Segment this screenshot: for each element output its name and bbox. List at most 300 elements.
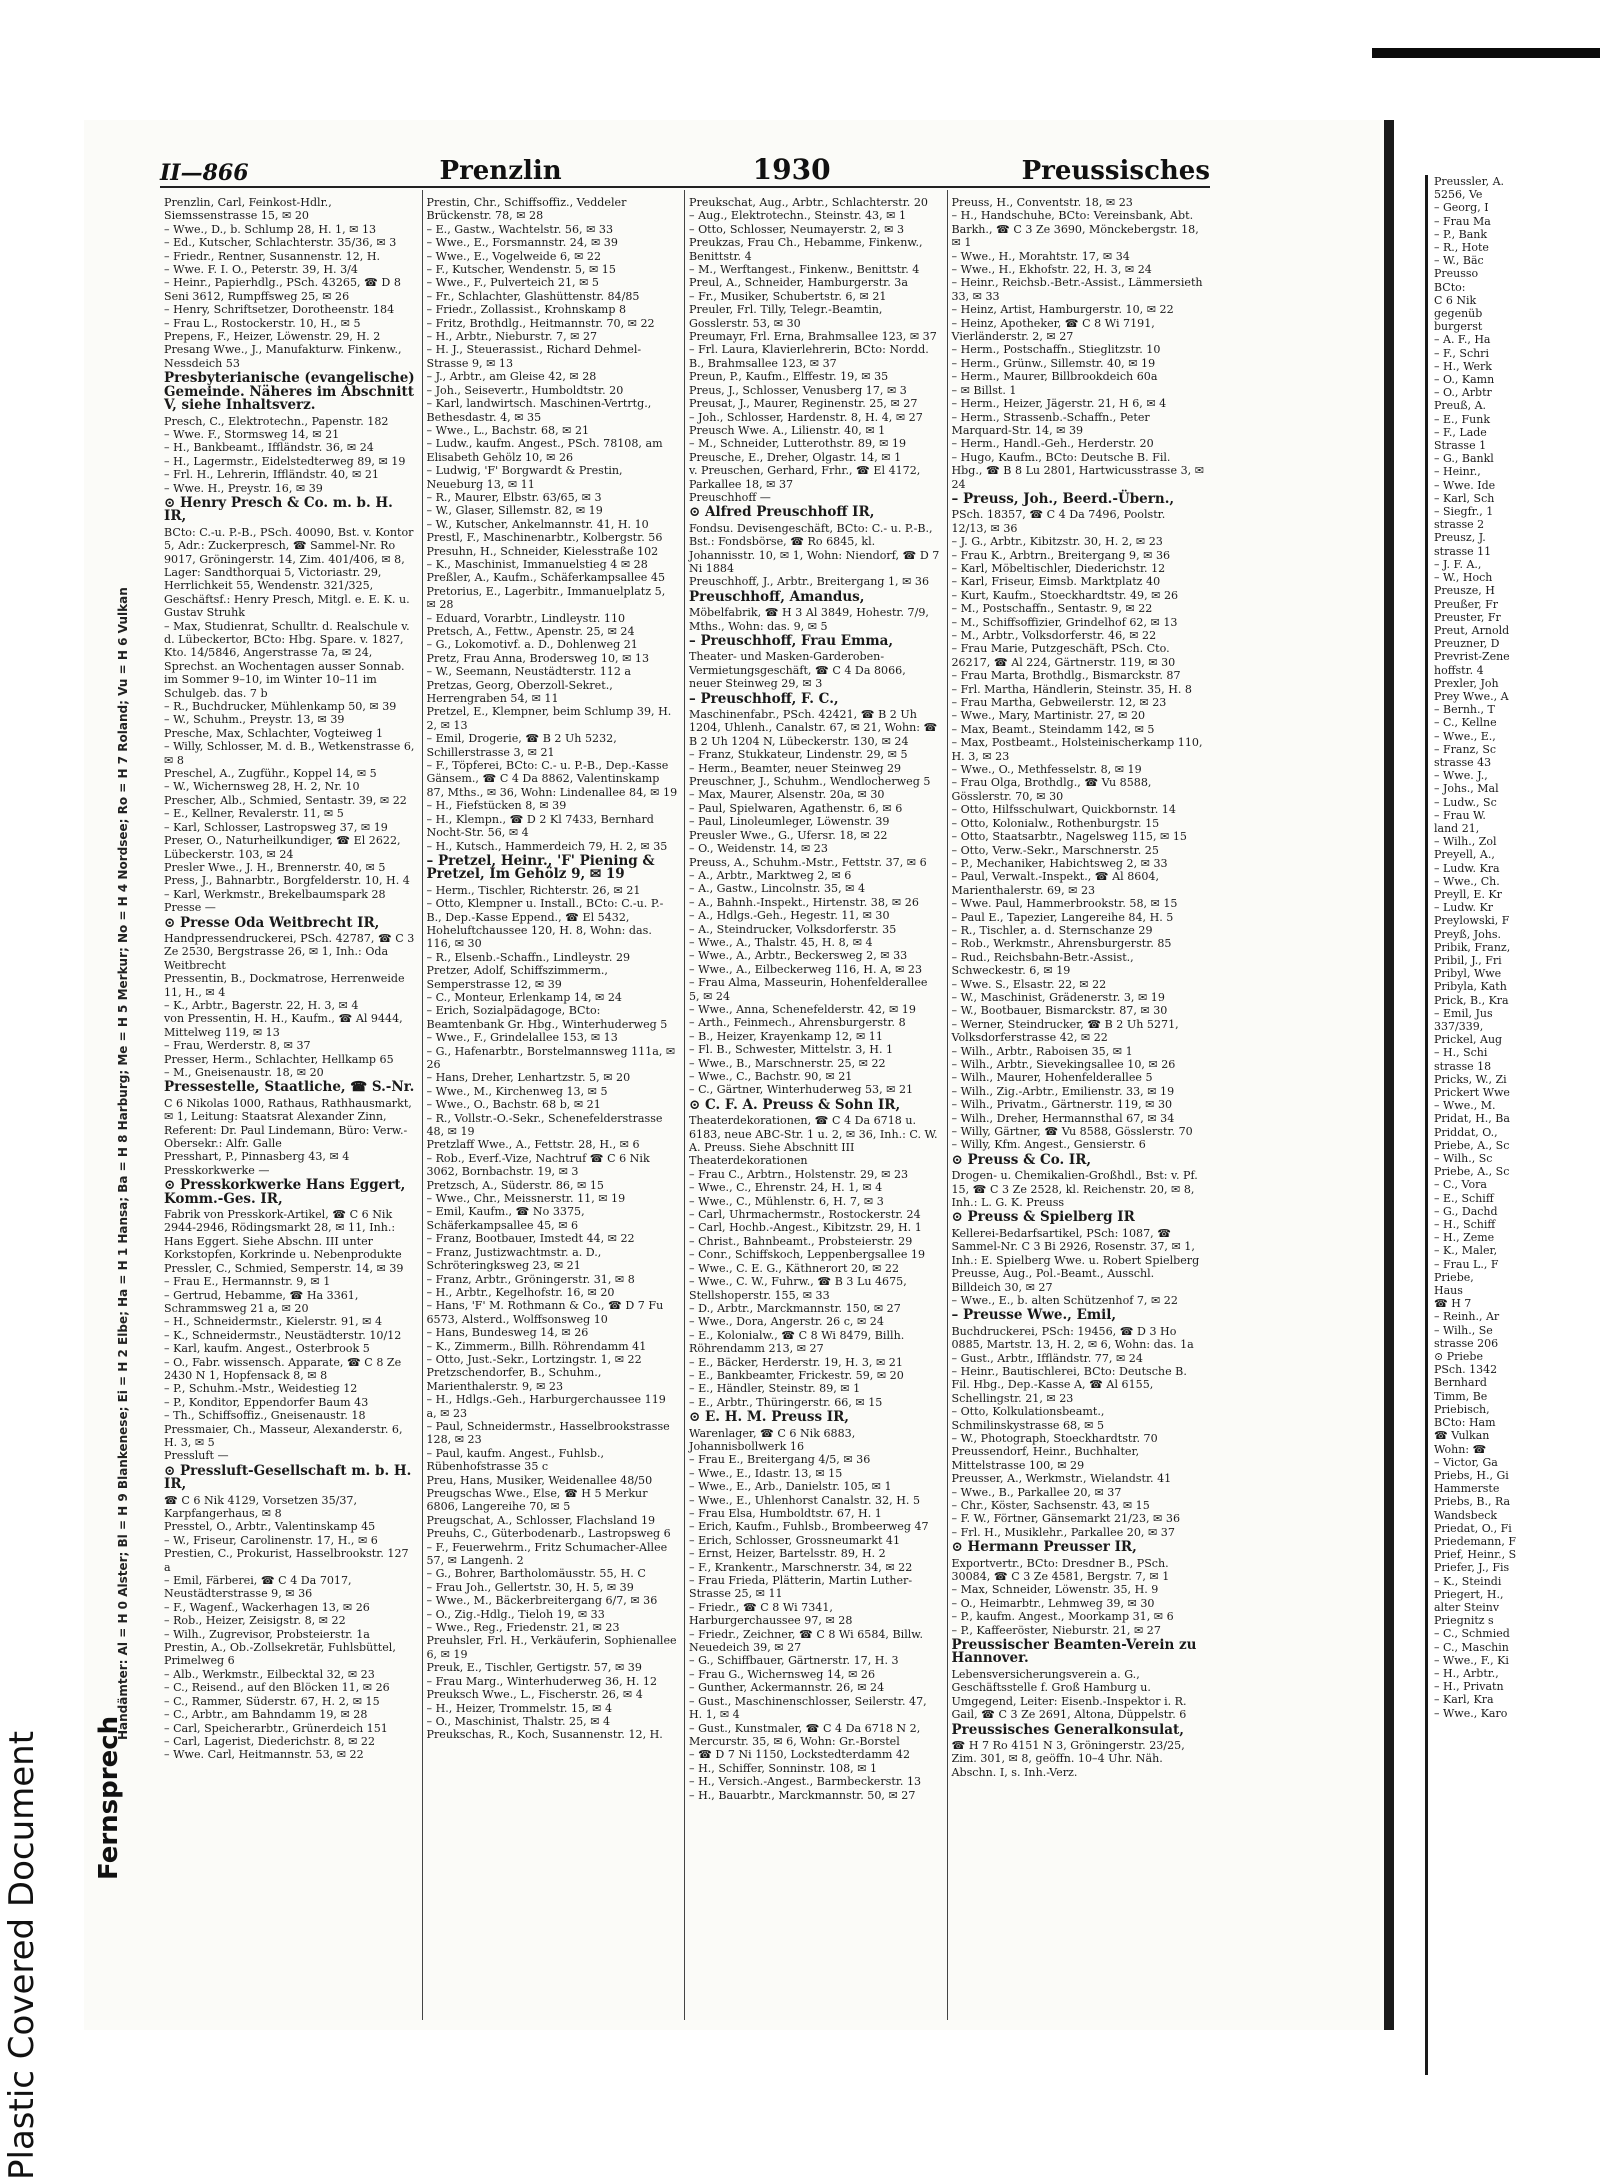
- directory-entry: ☎ C 6 Nik 4129, Vorsetzen 35/37, Karpfangerhaus, ✉ 8: [164, 1493, 358, 1520]
- adjacent-page-line: – W., Hoch: [1434, 571, 1493, 585]
- directory-entry: – Alb., Werkmstr., Eilbecktal 32, ✉ 23: [164, 1667, 375, 1681]
- adjacent-page-line: 5256, Ve: [1434, 188, 1483, 202]
- directory-entry: – H., Handschuhe, BCto: Vereinsbank, Abt. Barkh., ☎ C 3 Ze 3690, Mönckebergstr. 18, ✉ 1: [951, 209, 1199, 250]
- adjacent-page-line: Preyell, A.,: [1434, 848, 1495, 862]
- directory-entry: – M., Schneider, Lutterothstr. 89, ✉ 19: [689, 437, 907, 451]
- directory-entry: – Karl, landwirtsch. Maschinen-Vertrtg., Bethesdastr. 4, ✉ 35: [426, 397, 652, 424]
- directory-entry: – Herm., Grünw., Sillemstr. 40, ✉ 19: [951, 356, 1156, 370]
- directory-entry: – J. G., Arbtr., Kibitzstr. 30, H. 2, ✉ 23: [951, 535, 1163, 549]
- column-3: [685, 190, 948, 2020]
- directory-entry: – Friedr., ☎ C 8 Wi 7341, Harburgerchaussee 97, ✉ 28: [689, 1600, 853, 1628]
- adjacent-page-line: land 21,: [1434, 821, 1480, 835]
- directory-entry: – C., Monteur, Erlenkamp 14, ✉ 24: [426, 990, 622, 1004]
- directory-entry: – O., Maschinist, Thalstr. 25, ✉ 4: [426, 1714, 611, 1728]
- directory-entry: – M., Werftangest., Finkenw., Benittstr. 4: [689, 263, 920, 277]
- directory-entry: – Henry, Schriftsetzer, Dorotheenstr. 184: [164, 303, 395, 317]
- directory-entry: – P., Kaffeeröster, Nieburstr. 21, ✉ 27: [951, 1623, 1161, 1637]
- directory-entry: Preugschat, A., Schlosser, Flachsland 19: [426, 1513, 656, 1527]
- directory-entry: – Wwe., M., Kirchenweg 13, ✉ 5: [426, 1084, 608, 1098]
- directory-entry: Prenzlin, Carl, Feinkost-Hdlr., Siemssenstrasse 15, ✉ 20: [164, 196, 332, 223]
- adjacent-page-line: PSch. 1342: [1434, 1363, 1498, 1377]
- directory-entry: – Paul, kaufm. Angest., Fuhlsb., Rübenhofstrasse 35 c: [426, 1446, 604, 1474]
- directory-entry: – Wwe., C. W., Fuhrw., ☎ B 3 Lu 4675, Stellshoperstr. 155, ✉ 33: [689, 1275, 907, 1302]
- adjacent-page-line: Priedat, O., Fi: [1434, 1521, 1512, 1535]
- directory-entry: – C., Arbtr., am Bahndamm 19, ✉ 28: [164, 1708, 368, 1722]
- adjacent-page-line: – Frau Ma: [1434, 214, 1491, 228]
- adjacent-page-line: gegenüb: [1434, 307, 1483, 321]
- adjacent-page-line: Prexler, Joh: [1434, 676, 1499, 690]
- directory-entry: – Fl. B., Schwester, Mittelstr. 3, H. 1: [689, 1043, 894, 1057]
- directory-entry: – Rob., Werkmstr., Ahrensburgerstr. 85: [951, 937, 1172, 951]
- directory-entry: – Herm., Tischler, Richterstr. 26, ✉ 21: [426, 883, 641, 897]
- directory-entry: – Pretzel, Heinr., 'F' Piening & Pretzel, Im Gehölz 9, ✉ 19: [426, 852, 655, 883]
- directory-entry: – Frau Joh., Gellertstr. 30, H. 5, ✉ 39: [426, 1580, 634, 1594]
- directory-entry: – F., Wagenf., Wackerhagen 13, ✉ 26: [164, 1600, 370, 1614]
- adjacent-page-line: – Wwe. Ide: [1434, 478, 1496, 492]
- directory-entry: C 6 Nikolas 1000, Rathaus, Rathhausmarkt, ✉ 1, Leitung: Staatsrat Alexander Zinn, Referent: Dr. Paul Lindemann, Büro: Verw.-Obersekr.: Alfr. Galle: [164, 1096, 412, 1151]
- adjacent-page-line: – Wwe. J.,: [1434, 769, 1488, 783]
- directory-entry: – Herm., Heizer, Jägerstr. 21, H 6, ✉ 4: [951, 397, 1167, 411]
- header-year: 1930: [752, 153, 831, 186]
- directory-entry: – Gunther, Ackermannstr. 26, ✉ 24: [689, 1681, 885, 1695]
- adjacent-page-line: – G., Dachd: [1434, 1204, 1498, 1218]
- directory-entry: – O., Weidenstr. 14, ✉ 23: [689, 842, 828, 856]
- directory-entry: Presskorkwerke —: [164, 1163, 270, 1177]
- directory-entry: – Rob., Everf.-Vize, Nachtruf ☎ C 6 Nik 3062, Bornbachstr. 19, ✉ 3: [426, 1151, 650, 1179]
- adjacent-page-line: Priebisch,: [1434, 1402, 1490, 1416]
- adjacent-page-line: Preut, Arnold: [1434, 623, 1510, 637]
- adjacent-page-line: Priebs, B., Ra: [1434, 1495, 1511, 1509]
- scan-edge-bar: [1372, 48, 1600, 58]
- directory-entry: – D., Arbtr., Marckmannstr. 150, ✉ 27: [689, 1301, 901, 1315]
- directory-entry: Pretzer, Adolf, Schiffszimmerm., Semperstrasse 12, ✉ 39: [426, 964, 608, 991]
- directory-entry: – P., Mechaniker, Habichtsweg 2, ✉ 33: [951, 856, 1168, 870]
- directory-entry: – Preuschhoff, Frau Emma,: [689, 633, 894, 649]
- directory-entry: – E., Arbtr., Thüringerstr. 66, ✉ 15: [689, 1395, 883, 1409]
- directory-entry: Preuschhoff —: [689, 490, 771, 504]
- directory-entry: Pretorius, E., Lagerbitr., Immanuelplatz 5, ✉ 28: [426, 584, 666, 612]
- directory-entry: Kellerei-Bedarfsartikel, PSch: 1087, ☎ Sammel-Nr. C 3 Bi 2926, Rosenstr. 37, ✉ 1, Inh.: E. Spielberg Wwe. u. Robert Spielberg: [951, 1226, 1200, 1267]
- directory-entry: – R., Buchdrucker, Mühlenkamp 50, ✉ 39: [164, 700, 397, 714]
- directory-entry: – Preuschhoff, F. C.,: [689, 690, 839, 707]
- adjacent-page-line: – H., Privatn: [1434, 1680, 1504, 1694]
- adjacent-page-line: Priegnitz s: [1434, 1614, 1494, 1628]
- directory-entry: – Friedr., Zollassist., Krohnskamp 8: [426, 303, 627, 317]
- directory-entry: – Friedr., Zeichner, ☎ C 8 Wi 6584, Billw. Neuedeich 39, ✉ 27: [689, 1627, 923, 1655]
- directory-entry: Press, J., Bahnarbtr., Borgfelderstr. 10, H. 4: [164, 874, 410, 888]
- adjacent-page-line: strasse 2: [1434, 518, 1485, 532]
- directory-entry: Maschinenfabr., PSch. 42421, ☎ B 2 Uh 1204, Uhlenh., Canalstr. 67, ✉ 21, Wohn: ☎ B 2 Uh 1204 N, Lübeckerstr. 130, ✉ 24: [689, 708, 938, 748]
- directory-entry: Prestien, C., Prokurist, Hasselbrookstr. 127 a: [164, 1547, 409, 1574]
- directory-entry: – Frl. H., Musiklehr., Parkallee 20, ✉ 37: [951, 1525, 1175, 1539]
- directory-entry: Presang Wwe., J., Manufakturw. Finkenw., Nessdeich 53: [164, 343, 402, 370]
- header-right-word: Preussisches: [1021, 156, 1210, 186]
- directory-entry: – H., Arbtr., Kegelhofstr. 16, ✉ 20: [426, 1285, 615, 1299]
- directory-entry: – Karl, Werkmstr., Brekelbaumspark 28: [164, 887, 386, 901]
- directory-entry: – Arth., Feinmech., Ahrensburgerstr. 8: [689, 1016, 906, 1030]
- directory-entry: Pretzlaff Wwe., A., Fettstr. 28, H., ✉ 6: [426, 1138, 640, 1152]
- directory-entry: – M., Postschaffn., Sentastr. 9, ✉ 22: [951, 602, 1153, 616]
- directory-entry: Preussisches Generalkonsulat,: [951, 1721, 1184, 1738]
- directory-entry: – Ludwig, 'F' Borgwardt & Prestin, Neueburg 13, ✉ 11: [426, 464, 623, 491]
- directory-entry: – Herm., Maurer, Billbrookdeich 60a: [951, 370, 1158, 384]
- directory-entry: Prestin, Chr., Schiffsoffiz., Veddeler Brückenstr. 78, ✉ 28: [426, 196, 627, 223]
- adjacent-page-line: – Ludw. Kra: [1434, 861, 1500, 875]
- directory-entry: – Paul, Schneidermstr., Hasselbrookstrasse 128, ✉ 23: [426, 1419, 670, 1447]
- directory-entry: – Hans, Bundesweg 14, ✉ 26: [426, 1326, 589, 1340]
- page-number: II—866: [160, 160, 249, 186]
- adjacent-page-line: – Georg, I: [1434, 201, 1489, 215]
- directory-entry: – Frau E., Breitergang 4/5, ✉ 36: [689, 1453, 871, 1467]
- directory-entry: – Wwe., F., Grindelallee 153, ✉ 13: [426, 1031, 618, 1045]
- directory-entry: – Fr., Schlachter, Glashüttenstr. 84/85: [426, 289, 640, 303]
- directory-entry: – Otto, Hilfsschulwart, Quickbornstr. 14: [951, 803, 1176, 817]
- directory-entry: – Frl. H., Lehrerin, Iffländstr. 40, ✉ 21: [164, 468, 379, 482]
- directory-entry: – Ed., Kutscher, Schlachterstr. 35/36, ✉ 3: [164, 236, 397, 250]
- directory-entry: – W., Bootbauer, Bismarckstr. 87, ✉ 30: [951, 1004, 1168, 1018]
- directory-entry: – Paul, Verwalt.-Inspekt., ☎ Al 8604, Marienthalerstr. 69, ✉ 23: [951, 870, 1159, 897]
- directory-entry: – H., Fiefstücken 8, ✉ 39: [426, 799, 567, 813]
- directory-entry: – H., Lagermstr., Eidelstedterweg 89, ✉ 19: [164, 454, 406, 468]
- adjacent-page-line: – Emil, Jus: [1434, 1006, 1493, 1020]
- adjacent-page-line: – Bernh., T: [1434, 703, 1495, 717]
- directory-entry: Preuler, Frl. Tilly, Telegr.-Beamtin, Gosslerstr. 53, ✉ 30: [689, 303, 883, 330]
- adjacent-page-line: Prey Wwe., A: [1434, 689, 1509, 703]
- directory-entry: ⊙ E. H. M. Preuss IR,: [689, 1409, 850, 1426]
- directory-entry: – Frau Alma, Masseurin, Hohenfelderallee 5, ✉ 24: [689, 976, 928, 1003]
- directory-entry: – Emil, Drogerie, ☎ B 2 Uh 5232, Schillerstrasse 3, ✉ 21: [426, 732, 617, 759]
- directory-entry: Prestl, F., Maschinenarbtr., Kolbergstr. 56: [426, 531, 663, 545]
- directory-entry: – Gust., Maschinenschlosser, Seilerstr. 47, H. 1, ✉ 4: [689, 1694, 927, 1722]
- directory-entry: – Wwe., C., Bachstr. 90, ✉ 21: [689, 1070, 853, 1083]
- directory-entry: Preus, J., Schlosser, Venusberg 17, ✉ 3: [689, 383, 907, 397]
- directory-entry: – Herm., Strassenb.-Schaffn., Peter Marquard-Str. 14, ✉ 39: [951, 410, 1150, 437]
- directory-entry: – Heinz, Apotheker, ☎ C 8 Wi 7191, Vierländerstr. 2, ✉ 27: [951, 316, 1155, 344]
- directory-entry: – W., Seemann, Neustädterstr. 112 a: [426, 665, 632, 679]
- directory-entry: Presshart, P., Pinnasberg 43, ✉ 4: [164, 1150, 350, 1164]
- directory-entry: – Eduard, Vorarbtr., Lindleystr. 110: [426, 611, 626, 625]
- directory-entry: – Carl, Lagerist, Diederichstr. 8, ✉ 22: [164, 1734, 376, 1748]
- directory-entry: – Gust., Kunstmaler, ☎ C 4 Da 6718 N 2, Mercurstr. 35, ✉ 6, Wohn: Gr.-Borstel: [689, 1721, 921, 1748]
- directory-entry: – Christ., Bahnbeamt., Probsteierstr. 29: [689, 1234, 913, 1248]
- directory-entry: – E., Kellner, Revalerstr. 11, ✉ 5: [164, 807, 344, 821]
- directory-entry: – Franz, Arbtr., Gröningerstr. 31, ✉ 8: [426, 1272, 635, 1286]
- directory-entry: – H., Kutsch., Hammerdeich 79, H. 2, ✉ 35: [426, 839, 668, 853]
- directory-entry: von Pressentin, H. H., Kaufm., ☎ Al 9444, Mittelweg 119, ✉ 13: [164, 1012, 403, 1039]
- directory-entry: – Franz, Bootbauer, Imstedt 44, ✉ 22: [426, 1232, 635, 1246]
- adjacent-page-line: Wandsbeck: [1434, 1508, 1498, 1522]
- directory-entry: – K., Maschinist, Immanuelstieg 4 ✉ 28: [426, 557, 648, 571]
- directory-entry: – Erich, Kaufm., Fuhlsb., Brombeerweg 47: [689, 1520, 929, 1534]
- adjacent-page-line: Preusz, J.: [1434, 531, 1486, 545]
- directory-entry: – Wwe., Mary, Martinistr. 27, ✉ 20: [951, 709, 1146, 723]
- directory-entry: – Wwe., O., Methfesselstr. 8, ✉ 19: [951, 763, 1142, 777]
- directory-entry: – R., Maurer, Elbstr. 63/65, ✉ 3: [426, 490, 602, 504]
- adjacent-page-line: Preyß, Johs.: [1434, 927, 1501, 941]
- directory-entry: – Willy, Kfm. Angest., Gensierstr. 6: [951, 1138, 1146, 1152]
- directory-entry: ⊙ C. F. A. Preuss & Sohn IR,: [689, 1096, 901, 1113]
- directory-entry: Preschel, A., Zugführ., Koppel 14, ✉ 5: [164, 767, 377, 781]
- directory-entry: – Wwe., E., b. alten Schützenhof 7, ✉ 22: [951, 1293, 1178, 1307]
- directory-entry: – Herm., Postschaffn., Stieglitzstr. 10: [951, 343, 1161, 357]
- adjacent-page-line: – Frau L., F: [1434, 1257, 1499, 1271]
- adjacent-page-line: Pribil, J., Fri: [1434, 953, 1502, 967]
- directory-entry: – Emil, Färberei, ☎ C 4 Da 7017, Neustädterstrasse 9, ✉ 36: [164, 1574, 352, 1601]
- directory-entry: – Wilh., Zugrevisor, Probsteierstr. 1a: [164, 1627, 370, 1641]
- directory-page: [84, 120, 1394, 2030]
- directory-entry: Fabrik von Presskork-Artikel, ☎ C 6 Nik 2944-2946, Rödingsmarkt 28, ✉ 11, Inh.: Hans Eggert. Siehe Abschn. III unter Korkstopfen, Korkrinde u. Nebenprodukte: [164, 1208, 402, 1262]
- adjacent-page-line: – Siegfr., 1: [1434, 505, 1494, 519]
- adjacent-page-line: Priebe, A., Sc: [1434, 1138, 1510, 1152]
- directory-entry: – A., Steindrucker, Volksdorferstr. 35: [689, 922, 897, 936]
- directory-entry: – Wwe., Anna, Schenefelderstr. 42, ✉ 19: [689, 1002, 916, 1016]
- directory-entry: – Karl, Schlosser, Lastropsweg 37, ✉ 19: [164, 820, 388, 834]
- scan-top-margin: [0, 0, 1600, 46]
- directory-entry: – G., Bohrer, Bartholomäusstr. 55, H. C: [426, 1567, 646, 1581]
- directory-entry: – Frl. Martha, Händlerin, Steinstr. 35, H. 8: [951, 682, 1192, 696]
- directory-entry: – G., Schiffbauer, Gärtnerstr. 17, H. 3: [689, 1654, 899, 1668]
- directory-entry: Preuss, H., Conventstr. 18, ✉ 23: [951, 196, 1133, 209]
- fernsprech-margin: [94, 587, 134, 1880]
- adjacent-page-line: Haus: [1434, 1284, 1463, 1298]
- directory-entry: ⊙ Preuss & Co. IR,: [951, 1151, 1092, 1168]
- directory-entry: – C., Gärtner, Winterhuderweg 53, ✉ 21: [689, 1083, 914, 1097]
- directory-entry: – A., Bahnh.-Inspekt., Hirtenstr. 38, ✉ 26: [689, 895, 919, 909]
- adjacent-page-line: – Victor, Ga: [1434, 1455, 1498, 1469]
- directory-entry: – Wwe., C., Ehrenstr. 24, H. 1, ✉ 4: [689, 1181, 883, 1195]
- directory-entry: ⊙ Alfred Preuschhoff IR,: [689, 504, 875, 521]
- directory-entry: – H., Arbtr., Nieburstr. 7, ✉ 27: [426, 330, 598, 344]
- adjacent-page-line: Preuster, Fr: [1434, 610, 1501, 624]
- directory-entry: – J., Arbtr., am Gleise 42, ✉ 28: [426, 370, 597, 384]
- adjacent-page-line: – H., Schiff: [1434, 1218, 1496, 1232]
- directory-entry: Preun, P., Kaufm., Elffestr. 19, ✉ 35: [689, 370, 889, 384]
- directory-entry: – Preusse Wwe., Emil,: [951, 1307, 1117, 1324]
- adjacent-page-line: – C., Vora: [1434, 1178, 1487, 1192]
- directory-entry: Preuschhoff, J., Arbtr., Breitergang 1, ✉ 36: [689, 575, 930, 589]
- directory-entry: – F., Kutscher, Wendenstr. 5, ✉ 15: [426, 263, 616, 277]
- directory-entry: Preßler, A., Kaufm., Schäferkampsallee 45: [426, 571, 666, 585]
- directory-entry: BCto: C.-u. P.-B., PSch. 40090, Bst. v. Kontor 5, Adr.: Zuckerpresch, ☎ Sammel-Nr. Ro 9017, Gröningerstr. 14, Zim. 401/406, ✉ 8, Lager: Sandthorquai 5, Victoriastr. 29, Herrlichkeit 55, Wendenstr. 321/325, Geschäftsf.: Henry Presch, Mitgl. e. E. K. u. Gustav Struhk: [164, 525, 414, 620]
- directory-entry: ⊙ Pressluft-Gesellschaft m. b. H. IR,: [164, 1462, 412, 1493]
- directory-entry: – H., Bauarbtr., Marckmannstr. 50, ✉ 27: [689, 1788, 916, 1802]
- directory-entry: – Wwe., E., Arb., Danielstr. 105, ✉ 1: [689, 1480, 892, 1494]
- adjacent-page-line: Prevrist-Zene: [1434, 650, 1510, 664]
- directory-entry: Presche, Max, Schlachter, Vogteiweg 1: [164, 726, 384, 740]
- directory-entry: – Otto, Kolkulationsbeamt., Schmilinskystrasse 68, ✉ 5: [951, 1405, 1105, 1432]
- directory-entry: – Max, Postbeamt., Holsteinischerkamp 110, H. 3, ✉ 23: [951, 736, 1203, 763]
- directory-entry: – F., Töpferei, BCto: C.- u. P.-B., Dep.-Kasse Gänsem., ☎ C 4 Da 8862, Valentinskamp 87, Mths., ✉ 36, Wohn: Lindenallee 84, ✉ 19: [426, 759, 678, 799]
- directory-entry: Pretzsch, A., Süderstr. 86, ✉ 15: [426, 1178, 604, 1192]
- directory-entry: – Wwe., H., Ekhofstr. 22, H. 3, ✉ 24: [951, 263, 1152, 277]
- directory-entry: – Otto, Verw.-Sekr., Marschnerstr. 25: [951, 843, 1159, 857]
- adjacent-page-line: – R., Hote: [1434, 241, 1489, 255]
- directory-entry: – Wwe., B., Parkallee 20, ✉ 37: [951, 1485, 1122, 1499]
- adjacent-page-line: – P., Bank: [1434, 227, 1488, 241]
- directory-entry: – H., Schiffer, Sonninstr. 108, ✉ 1: [689, 1761, 878, 1775]
- directory-entry: – Wwe., L., Bachstr. 68, ✉ 21: [426, 423, 590, 437]
- adjacent-page-line: C 6 Nik: [1434, 293, 1477, 307]
- directory-entry: – O., Heimarbtr., Lehmweg 39, ✉ 30: [951, 1596, 1155, 1610]
- directory-entry: – Ernst, Heizer, Bartelsstr. 89, H. 2: [689, 1547, 886, 1561]
- directory-columns: [160, 190, 1210, 2020]
- directory-entry: – C., Reisend., auf den Blöcken 11, ✉ 26: [164, 1681, 390, 1695]
- directory-entry: ⊙ Presse Oda Weitbrecht IR,: [164, 914, 380, 931]
- adjacent-page-line: – Johs., Mal: [1434, 782, 1499, 796]
- directory-entry: Pretzas, Georg, Oberzoll-Sekret., Herrengraben 54, ✉ 11: [426, 678, 613, 706]
- adjacent-page-line: – F., Schri: [1434, 346, 1489, 360]
- adjacent-page-line: – Heinr.,: [1434, 465, 1481, 479]
- adjacent-page-line: – E., Schiff: [1434, 1191, 1494, 1205]
- adjacent-page-line: Preussler, A.: [1434, 175, 1505, 188]
- directory-entry: – Frau C., Arbtrn., Holstenstr. 29, ✉ 23: [689, 1167, 909, 1181]
- adjacent-page-line: – Wwe., Ch.: [1434, 874, 1500, 888]
- directory-entry: Preul, A., Schneider, Hamburgerstr. 3a: [689, 276, 908, 290]
- directory-entry: Preser, O., Naturheilkundiger, ☎ El 2622, Lübeckerstr. 103, ✉ 24: [164, 834, 401, 861]
- adjacent-page-line: – H., Zeme: [1434, 1231, 1495, 1245]
- directory-entry: – Wwe., A., Arbtr., Beckersweg 2, ✉ 33: [689, 949, 908, 963]
- directory-entry: Handpressendruckerei, PSch. 42787, ☎ C 3 Ze 2530, Bergstrasse 26, ✉ 1, Inh.: Oda Weitbrecht: [164, 931, 415, 972]
- adjacent-page-line: BCto: Ham: [1434, 1416, 1496, 1430]
- directory-entry: Preuschhoff, Amandus,: [689, 588, 865, 605]
- adjacent-page-line: – Karl, Sch: [1434, 491, 1495, 505]
- adjacent-page-line: – O., Kamn: [1434, 373, 1495, 387]
- directory-entry: – E., Bäcker, Herderstr. 19, H. 3, ✉ 21: [689, 1355, 903, 1369]
- directory-entry: – Franz, Stukkateur, Lindenstr. 29, ✉ 5: [689, 748, 908, 762]
- directory-entry: Preusche, E., Dreher, Olgastr. 14, ✉ 1: [689, 450, 902, 464]
- directory-entry: – Wwe., Dora, Angerstr. 26 c, ✉ 24: [689, 1315, 884, 1329]
- adjacent-page-line: burgerst: [1434, 320, 1483, 334]
- directory-entry: Pressmaier, Ch., Masseur, Alexanderstr. 6, H. 3, ✉ 5: [164, 1422, 403, 1449]
- directory-entry: – Paul, Linoleumleger, Löwenstr. 39: [689, 815, 890, 829]
- directory-entry: – Wwe., A., Eilbeckerweg 116, H. A, ✉ 23: [689, 962, 923, 976]
- adjacent-page-line: hoffstr. 4: [1434, 663, 1484, 677]
- directory-entry: – Heinr., Bautischlerei, BCto: Deutsche B. Fil. Hbg., Dep.-Kasse A, ☎ Al 6155, Schellingstr. 21, ✉ 23: [951, 1364, 1187, 1405]
- directory-entry: – W., Glaser, Sillemstr. 82, ✉ 19: [426, 504, 603, 518]
- adjacent-page-line: – H., Schi: [1434, 1046, 1488, 1060]
- directory-entry: Preusch Wwe. A., Lilienstr. 40, ✉ 1: [689, 423, 886, 437]
- directory-entry: – Frau E., Hermannstr. 9, ✉ 1: [164, 1275, 331, 1289]
- directory-entry: – A., Hdlgs.-Geh., Hegestr. 11, ✉ 30: [689, 909, 890, 923]
- directory-entry: Preuhs, C., Güterbodenarb., Lastropsweg 6: [426, 1527, 671, 1541]
- adjacent-page-line: Prickel, Aug: [1434, 1033, 1503, 1047]
- directory-entry: – O., Zig.-Hdlg., Tieloh 19, ✉ 33: [426, 1607, 605, 1621]
- directory-entry: – E., Gastw., Wachtelstr. 56, ✉ 33: [426, 222, 614, 236]
- directory-entry: Exportvertr., BCto: Dresdner B., PSch. 30084, ☎ C 3 Ze 4581, Bergstr. 7, ✉ 1: [951, 1556, 1170, 1584]
- directory-entry: Pretzel, E., Klempner, beim Schlump 39, H. 2, ✉ 13: [426, 705, 672, 732]
- adjacent-page-line: – Karl, Kra: [1434, 1693, 1494, 1707]
- adjacent-page-line: Prief, Heinr., S: [1434, 1548, 1517, 1562]
- directory-entry: – F., Krankentr., Marschnerstr. 34, ✉ 22: [689, 1560, 913, 1574]
- adjacent-page-line: Strasse 1: [1434, 439, 1487, 453]
- directory-entry: – Fr., Musiker, Schubertstr. 6, ✉ 21: [689, 289, 887, 303]
- directory-entry: – E., Händler, Steinstr. 89, ✉ 1: [689, 1382, 861, 1396]
- directory-entry: Presstel, O., Arbtr., Valentinskamp 45: [164, 1520, 376, 1534]
- directory-entry: – Wwe., H., Morahtstr. 17, ✉ 34: [951, 249, 1130, 263]
- directory-entry: – Erich, Schlosser, Grossneumarkt 41: [689, 1533, 901, 1547]
- directory-entry: Preuk, E., Tischler, Gertigstr. 57, ✉ 39: [426, 1661, 642, 1675]
- adjacent-page-line: – Wilh., Sc: [1434, 1152, 1493, 1166]
- directory-entry: – K., Schneidermstr., Neustädterstr. 10/12: [164, 1328, 402, 1342]
- adjacent-page-line: Priegert, H.,: [1434, 1587, 1504, 1601]
- directory-entry: – Hans, 'F' M. Rothmann & Co., ☎ D 7 Fu 6573, Alsterd., Wolffsonsweg 10: [426, 1299, 664, 1326]
- adjacent-page-line: Preusso: [1434, 267, 1479, 281]
- directory-entry: – Herm., Handl.-Geh., Herderstr. 20: [951, 437, 1154, 451]
- adjacent-page-line: Priefer, J., Fis: [1434, 1561, 1510, 1575]
- adjacent-page-line: Bernhard: [1434, 1376, 1487, 1390]
- directory-entry: – Wilh., Zig.-Arbtr., Emilienstr. 33, ✉ 19: [951, 1084, 1175, 1098]
- fernsprech-codes: Handämter: Al = H 0 Alster; Bl = H 9 Blankenese; Ei = H 2 Elbe; Ha = H 1 Hansa; Ba = H 8 Harburg; Me = H 5 Merkur; No = H 4 Nordsee; Ro = H 7 Roland; Vu = H 6 Vulkan: [116, 587, 130, 1740]
- directory-entry: – Frau G., Wichernsweg 14, ✉ 26: [689, 1667, 876, 1681]
- directory-entry: – Kurt, Kaufm., Stoeckhardtstr. 49, ✉ 26: [951, 588, 1179, 602]
- directory-entry: – Carl, Speicherarbtr., Grünerdeich 151: [164, 1721, 388, 1735]
- directory-entry: Preussischer Beamten-Verein zu Hannover.: [951, 1637, 1197, 1667]
- directory-entry: – Joh., Seisevertr., Humboldtstr. 20: [426, 383, 624, 397]
- adjacent-page-line: – H., Werk: [1434, 359, 1492, 373]
- adjacent-page-line: ⊙ Priebe: [1434, 1350, 1483, 1364]
- directory-entry: – Frau Marg., Winterhuderweg 36, H. 12: [426, 1674, 658, 1688]
- directory-entry: – H., Hdlgs.-Geh., Harburgerchaussee 119 a, ✉ 23: [426, 1393, 666, 1420]
- adjacent-page-line: – Wwe., Karo: [1434, 1706, 1508, 1720]
- directory-entry: Presuhn, H., Schneider, Kielesstraße 102: [426, 544, 659, 558]
- directory-entry: Preumayr, Frl. Erna, Brahmsallee 123, ✉ 37: [689, 330, 937, 344]
- directory-entry: Pressentin, B., Dockmatrose, Herrenweide 11, H., ✉ 4: [164, 972, 405, 999]
- adjacent-page-line: – J. F. A.,: [1434, 557, 1482, 571]
- directory-entry: Preukschas, R., Koch, Susannenstr. 12, H.: [426, 1728, 663, 1742]
- adjacent-page-line: 337/339,: [1434, 1020, 1484, 1033]
- adjacent-page-line: ☎ H 7: [1434, 1297, 1472, 1311]
- directory-entry: Möbelfabrik, ☎ H 3 Al 3849, Hohestr. 7/9, Mths., Wohn: das. 9, ✉ 5: [689, 606, 929, 633]
- directory-entry: – H., Schneidermstr., Kielerstr. 91, ✉ 4: [164, 1315, 383, 1329]
- directory-entry: – A., Arbtr., Marktweg 2, ✉ 6: [689, 868, 852, 882]
- adjacent-page-line: – Wilh., Zol: [1434, 835, 1497, 849]
- directory-entry: Presch, C., Elektrotechn., Papenstr. 182: [164, 414, 389, 428]
- directory-entry: – Conr., Schiffskoch, Leppenbergsallee 19: [689, 1248, 926, 1262]
- directory-entry: – Hugo, Kaufm., BCto: Deutsche B. Fil. Hbg., ☎ B 8 Lu 2801, Hartwicusstrasse 3, ✉ 24: [951, 450, 1204, 491]
- directory-entry: – Heinr., Reichsb.-Betr.-Assist., Lämmersieth 33, ✉ 33: [951, 276, 1203, 303]
- directory-entry: – Wwe. H., Preystr. 16, ✉ 39: [164, 481, 323, 495]
- column-4: [948, 190, 1211, 2020]
- adjacent-page-line: Priddat, O.,: [1434, 1125, 1498, 1139]
- directory-entry: – W., Photograph, Stoeckhardtstr. 70: [951, 1431, 1158, 1445]
- directory-entry: – C., Rammer, Süderstr. 67, H. 2, ✉ 15: [164, 1694, 380, 1708]
- directory-entry: – Heinz, Artist, Hamburgerstr. 10, ✉ 22: [951, 303, 1174, 317]
- directory-entry: – Erich, Sozialpädagoge, BCto: Beamtenbank Gr. Hbg., Winterhuderweg 5: [426, 1004, 668, 1031]
- directory-entry: – G., Lokomotivf. a. D., Dohlenweg 21: [426, 638, 638, 652]
- directory-entry: Drogen- u. Chemikalien-Großhdl., Bst: v. Pf. 15, ☎ C 3 Ze 2528, kl. Reichenstr. 20, ✉ 8, Inh.: L. G. K. Preuss: [951, 1169, 1198, 1210]
- directory-entry: ⊙ Henry Presch & Co. m. b. H. IR,: [164, 494, 393, 525]
- adjacent-page-line: – O., Arbtr: [1434, 386, 1492, 400]
- directory-entry: Lebensversicherungsverein a. G., Geschäftsstelle f. Groß Hamburg u. Umgegend, Leiter: Eisenb.-Inspektor i. R. Gail, ☎ C 3 Ze 2691, Altona, Düppelstr. 6: [951, 1667, 1187, 1722]
- adjacent-page-line: – Wwe., M.: [1434, 1099, 1496, 1113]
- directory-entry: Preuksch Wwe., L., Fischerstr. 26, ✉ 4: [426, 1688, 643, 1702]
- adjacent-page-line: – W., Bäc: [1434, 254, 1484, 268]
- column-2: [423, 190, 686, 2020]
- directory-entry: Theater- und Masken-Garderoben-Vermietungsgeschäft, ☎ C 4 Da 8066, neuer Steinweg 29, ✉ 3: [689, 650, 906, 691]
- directory-entry: Prepens, F., Heizer, Löwenstr. 29, H. 2: [164, 330, 381, 344]
- adjacent-page-line: Wohn: ☎: [1434, 1442, 1487, 1456]
- adjacent-page-line: Preusze, H: [1434, 584, 1495, 598]
- adjacent-page-line: – A. F., Ha: [1434, 333, 1491, 347]
- adjacent-page-line: Priedemann, F: [1434, 1534, 1517, 1548]
- directory-entry: – E., Kolonialw., ☎ C 8 Wi 8479, Billh. Röhrendamm 213, ✉ 27: [689, 1328, 905, 1356]
- directory-entry: – Frau Marie, Putzgeschäft, PSch. Cto. 26217, ☎ Al 224, Gärtnerstr. 119, ✉ 30: [951, 642, 1176, 669]
- adjacent-page-line: BCto:: [1434, 280, 1466, 294]
- adjacent-page-line: strasse 11: [1434, 544, 1492, 558]
- adjacent-page-line: ☎ Vulkan: [1434, 1429, 1490, 1443]
- page-header: [160, 142, 1210, 188]
- directory-entry: – Wwe. Carl, Heitmannstr. 53, ✉ 22: [164, 1748, 364, 1762]
